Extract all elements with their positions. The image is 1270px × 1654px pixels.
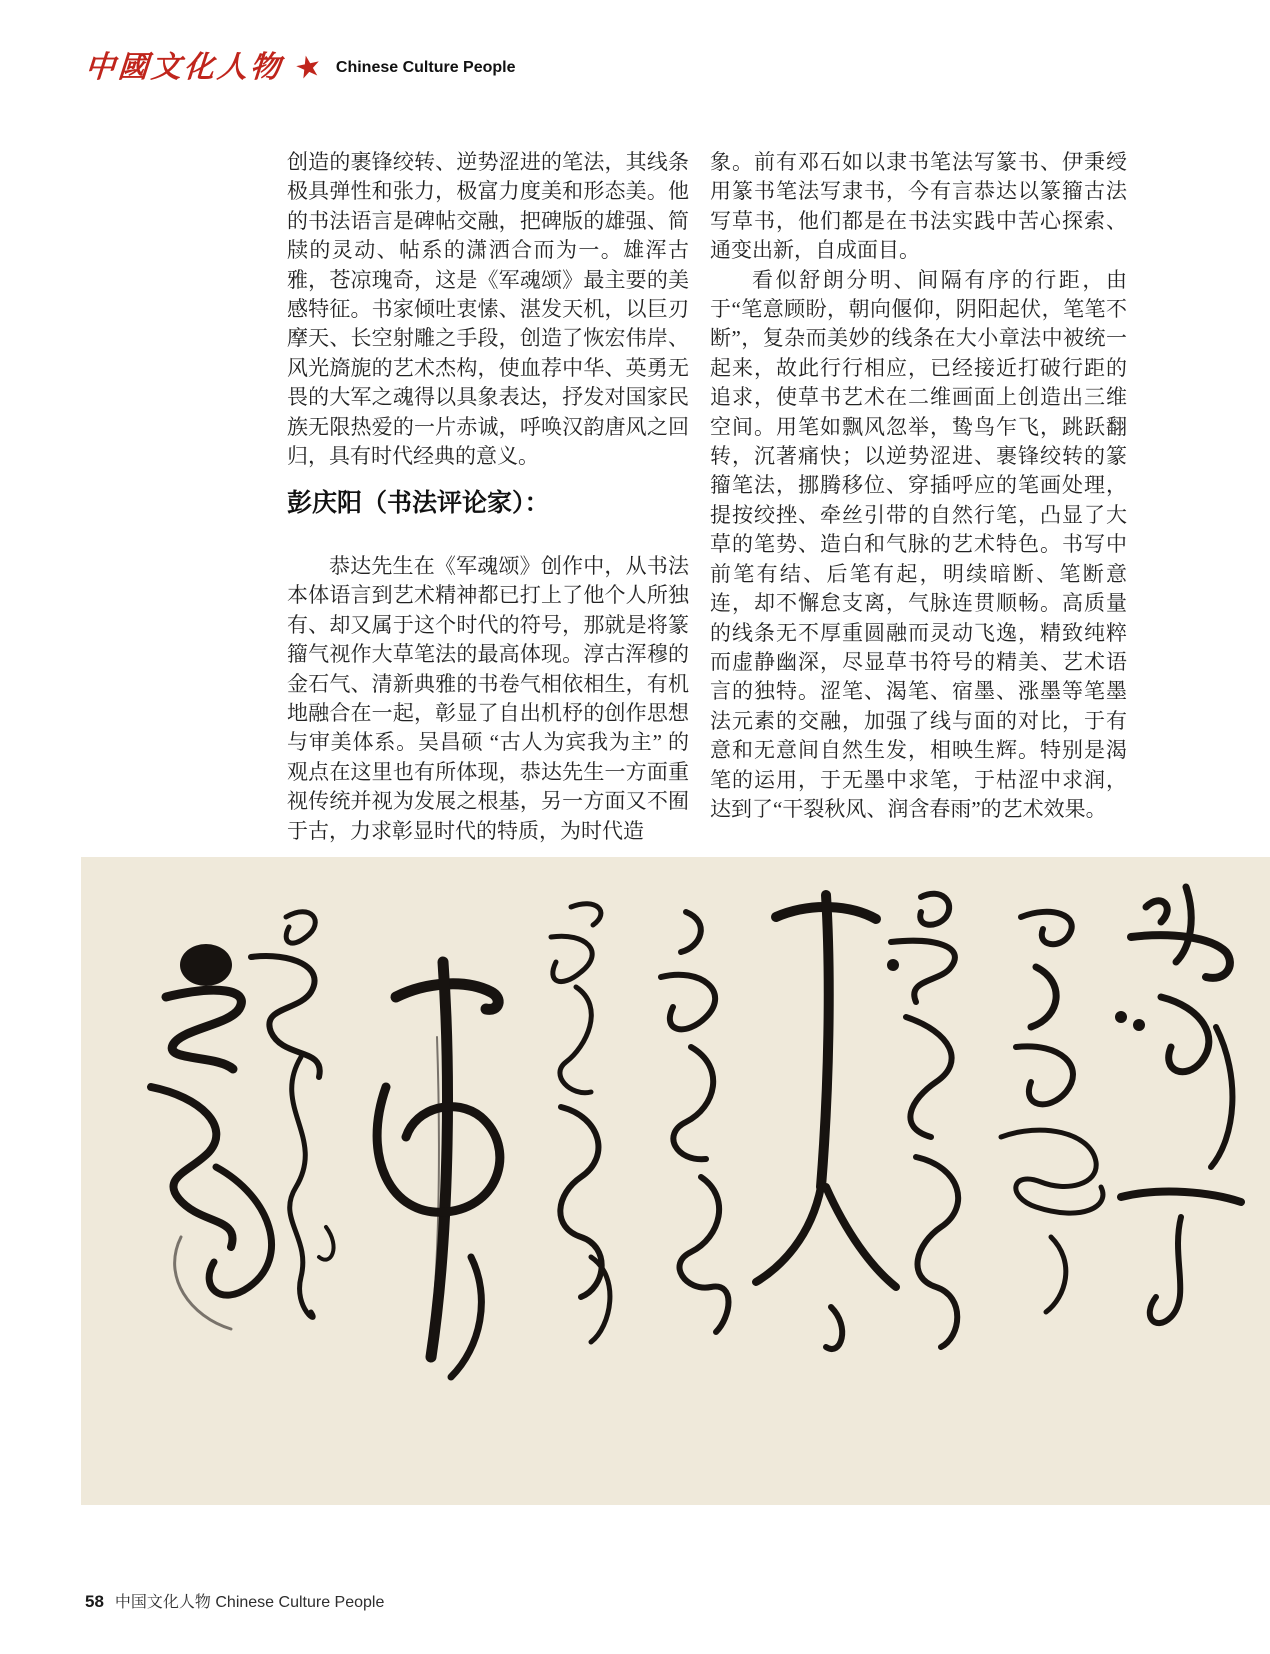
magazine-logo-en: Chinese Culture People [335,59,516,76]
calligraphy-column-4 [551,904,610,1342]
article-left-column [287,148,689,846]
paragraph: 看似舒朗分明、间隔有序的行距，由于“笔意顾盼，朝向偃仰，阴阳起伏，笔笔不断”，复杂而美妙的线条在大小章法中被统一起来，故此行行相应，已经接近打破行距的追求，使草书艺术在二维画面上创造出三维空间。用笔如飘风忽举，鸷鸟乍飞，跳跃翻转，沉著痛快；以逆势涩进、裹锋绞转的篆籀笔法，挪腾移位、穿插呼应的笔画处理，提按绞挫、牵丝引带的自然行笔，凸显了大草的笔势、造白和气脉的艺术特色。书写中前笔有结、后笔有起，明续暗断、笔断意连，却不懈怠支离，气脉连贯顺畅。高质量的线条无不厚重圆融而灵动飞逸，精致纯粹而虚静幽深，尽显草书符号的精美、艺术语言的独特。涩笔、渴笔、宿墨、涨墨等笔墨法元素的交融，加强了线与面的对比，于有意和无意间自然生发，相映生辉。特别是渴笔的运用，于无墨中求笔，于枯涩中求润，达到了“干裂秋风、润含春雨”的艺术效果。 [710,267,1127,821]
paragraph-continued: 象。前有邓石如以隶书笔法写篆书、伊秉绶用篆书笔法写隶书，今有言恭达以篆籀古法写草书，他们都是在书法实践中苦心探索、通变出新，自成面目。 [710,150,1127,263]
calligraphy-column-6 [756,895,896,1349]
paragraph-continued: 创造的裹锋绞转、逆势涩进的笔法，其线条极具弹性和张力，极富力度美和形态美。他的书法语言是碑帖交融，把碑版的雄强、简牍的灵动、帖系的潇洒合而为一。雄浑古雅，苍凉瑰奇，这是《军魂颂》最主要的美感特征。书家倾吐衷愫、湛发天机，以巨刃摩天、长空射雕之手段，创造了恢宏伟岸、风光旖旎的艺术杰构，使血荐中华、英勇无畏的大军之魂得以具象表达，抒发对国家民族无限热爱的一片赤诚，呼唤汉韵唐风之回归，具有时代经典的意义。 [287,150,689,469]
article-right-column [710,148,1127,824]
calligraphy-column-3 [377,962,500,1377]
calligraphy-column-8 [1001,912,1103,1312]
calligraphy-column-9 [1115,887,1241,1323]
page-number: 58 [85,1592,104,1611]
calligraphy-artwork-image [81,857,1270,1505]
calligraphy-column-1 [151,944,272,1329]
calligraphy-column-2 [251,912,334,1318]
calligraphy-strokes [81,857,1270,1505]
paragraph: 恭达先生在《军魂颂》创作中，从书法本体语言到艺术精神都已打上了他个人所独有、却又属于这个时代的符号，那就是将篆籀气视作大草笔法的最高体现。淳古浑穆的金石气、清新典雅的书卷气相依相生，有机地融合在一起，彰显了自出机杼的创作思想与审美体系。吴昌硕 “古人为宾我为主” 的观点在这里也有所体现，恭达先生一方面重视传统并视为发展之根基，另一方面又不囿于古，力求彰显时代的特质，为时代造 [287,553,689,843]
magazine-header [85,48,516,88]
calligraphy-column-5 [661,912,729,1332]
magazine-logo-cn: 中國文化人物 [83,51,285,84]
section-heading-critic: 彭庆阳（书法评论家）： [287,490,550,518]
footer-magazine-title: 中国文化人物 Chinese Culture People [114,1594,385,1611]
calligraphy-column-7 [887,894,958,1347]
page-footer [85,1589,384,1612]
star-icon: ★ [291,47,326,88]
